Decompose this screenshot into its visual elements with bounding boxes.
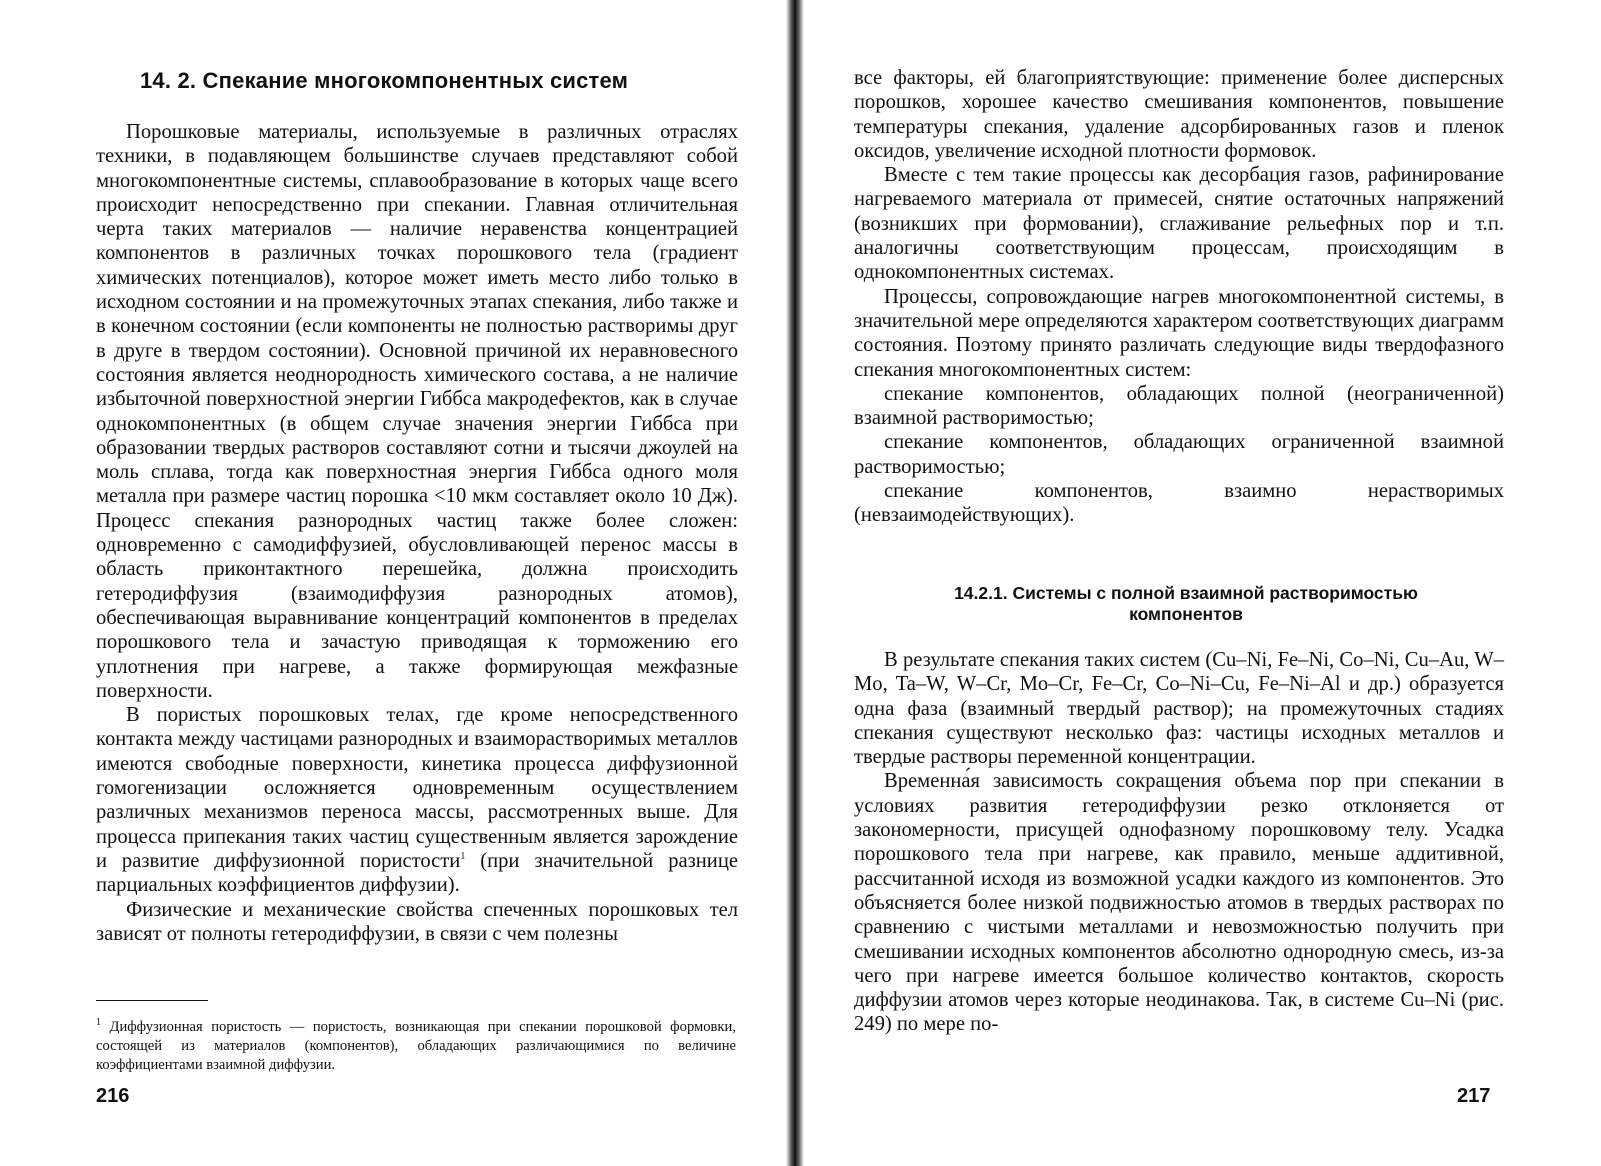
section-title-line: 14.2.1. Системы с полной взаимной растворимостью <box>954 583 1418 603</box>
paragraph: Временна́я зависимость сокращения объема пор при спекании в условиях развития гетеродиффузии резко отклоняется от закономерности, присущей однофазному порошковому телу. Усадка порошкового тела при нагреве, как правило, меньше аддитивной, рассчитанной исходя из возможной усадки каждого из компонентов. Это объясняется более низкой подвижностью атомов в твердых растворах по сравнению с чистыми металлами и невозможностью получить при смешивании исходных компонентов абсолютно однородную смесь, из-за чего при нагреве имеется большое количество контактов, скорость диффузии атомов через которые неодинакова. Так, в системе Cu–Ni (рис. 249) по мере по- <box>854 770 1504 1036</box>
footnote-text: Диффузионная пористость — пористость, возникающая при спекании порошковой формовки, состоящей из материалов (компонентов), обладающих различающимися по величине коэффициентами взаимной диффузии. <box>96 1019 736 1073</box>
paragraph: все факторы, ей благоприятствующие: применение более дисперсных порошков, хорошее качество смешивания компонентов, повышение температуры спекания, удаление адсорбированных газов и пленок оксидов, увеличение исходной плотности формовок. <box>854 67 1504 162</box>
right-page-body-continued <box>854 648 1504 1037</box>
list-item: спекание компонентов, взаимно нерастворимых (невзаимодействующих). <box>854 480 1504 527</box>
paragraph-text: (при значительной разнице парциальных коэффициентов диффузии). <box>96 849 738 897</box>
footnote-marker: 1 <box>96 1017 101 1029</box>
paragraph: Физические и механические свойства спеченных порошковых тел зависят от полноты гетеродиффузии, в связи с чем полезны <box>96 898 738 945</box>
section-title-line: компонентов <box>1129 604 1243 624</box>
chapter-title: 14. 2. Спекание многокомпонентных систем <box>140 68 629 93</box>
book-spine-shadow <box>786 0 804 1166</box>
paragraph: Вместе с тем такие процессы как десорбация газов, рафинирование нагреваемого материала от примесей, снятие остаточных напряжений (возникших при формовании), сглаживание рельефных пор и т.п. аналогичны соответствующим процессам, происходящим в однокомпонентных системах. <box>854 164 1504 284</box>
left-page <box>0 0 790 1166</box>
page-number: 216 <box>96 1085 130 1107</box>
right-page <box>806 0 1601 1166</box>
section-title <box>886 583 1486 625</box>
paragraph: В результате спекания таких систем (Cu–Ni, Fe–Ni, Co–Ni, Cu–Au, W–Mo, Ta–W, W–Cr, Mo–Cr, Fe–Cr, Co–Ni–Cu, Fe–Ni–Al и др.) образуется одна фаза (взаимный твердый раствор); на промежуточных стадиях спекания существуют несколько фаз: частицы исходных металлов и твердые растворы переменной концентрации. <box>854 649 1504 769</box>
paragraph: Порошковые материалы, используемые в различных отраслях техники, в подавляющем большинстве случаев представляют собой многокомпонентные системы, сплавообразование в которых чаще всего происходит непосредственно при спекании. Главная отличительная черта таких материалов — наличие неравенства концентрацией компонентов в различных точках порошкового тела (градиент химических потенциалов), которое может иметь место либо только в исходном состоянии и на промежуточных этапах спекания, либо также и в конечном состоянии (если компоненты не полностью растворимы друг в друге в твердом состоянии). Основной причиной их неравновесного состояния является неоднородность химического состава, а не наличие избыточной поверхностной энергии Гиббса макродефектов, как в случае однокомпонентных (в общем случае значения энергии Гиббса при образовании твердых растворов составляют сотни и тысячи джоулей на моль сплава, тогда как поверхностная энергия Гиббса одного моля металла при размере частиц порошка <10 мкм составляет около 10 Дж). Процесс спекания разнородных частиц также более сложен: одновременно с самодиффузией, обусловливающей перенос массы в область приконтактного перешейка, должна происходить гетеродиффузия (взаимодиффузия разнородных атомов), обеспечивающая выравнивание концентраций компонентов в пределах порошкового тела и зачастую приводящая к торможению его уплотнения при нагреве, а также формирующая межфазные поверхности. <box>96 121 738 702</box>
page-number: 217 <box>1457 1085 1491 1107</box>
footnote <box>96 1018 736 1075</box>
footnote-reference: 1 <box>460 851 466 863</box>
paragraph-text: В пористых порошковых телах, где кроме непосредственного контакта между частицами разнородных и взаиморастворимых металлов имеются свободные поверхности, кинетика процесса диффузионной гомогенизации осложняется одновременным осуществлением различных механизмов переноса массы, рассмотренных выше. Для процесса припекания таких частиц существенным является зарождение и развитие диффузионной пористости <box>96 704 738 872</box>
list-item: спекание компонентов, обладающих ограниченной взаимной растворимостью; <box>854 431 1504 478</box>
paragraph <box>96 703 738 897</box>
left-page-body <box>96 120 738 946</box>
right-page-body <box>854 66 1504 528</box>
list-item: спекание компонентов, обладающих полной (неограниченной) взаимной растворимостью; <box>854 382 1504 430</box>
footnote-divider <box>96 1000 208 1001</box>
paragraph: Процессы, сопровождающие нагрев многокомпонентной системы, в значительной мере определяются характером соответствующих диаграмм состояния. Поэтому принято различать следующие виды твердофазного спекания многокомпонентных систем: <box>854 285 1504 381</box>
